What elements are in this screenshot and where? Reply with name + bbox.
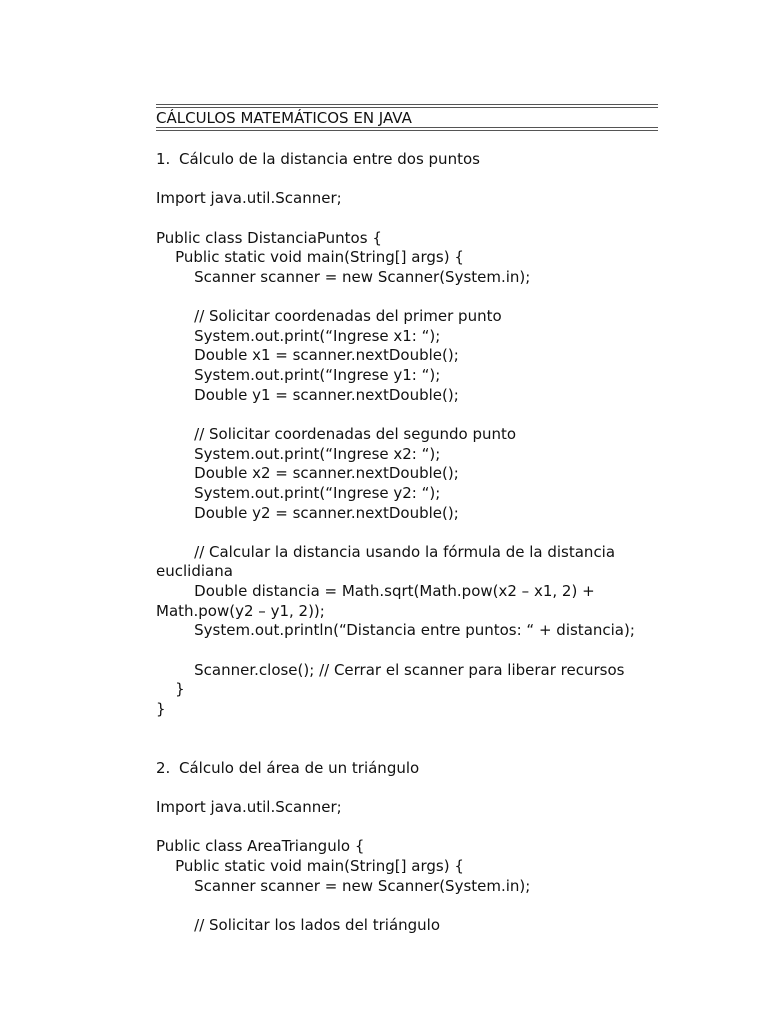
code-line [156, 818, 658, 838]
code-line: Math.pow(y2 – y1, 2)); [156, 601, 325, 620]
code-line: Import java.util.Scanner; [156, 798, 342, 817]
code-line: System.out.print(“Ingrese y2: “); [156, 483, 441, 502]
spacer [156, 779, 658, 799]
section-1-code-block [156, 189, 658, 719]
code-line: Double distancia = Math.sqrt(Math.pow(x2 – x1, 2) + [156, 582, 595, 601]
title-bottom-rule [156, 130, 658, 131]
title-bottom-rule-inner [156, 127, 658, 128]
code-line: Public static void main(String[] args) { [156, 248, 464, 267]
code-line: // Calcular la distancia usando la fórmula de la distancia [156, 542, 616, 561]
section-2-number: 2. [156, 758, 171, 777]
code-line: System.out.print(“Ingrese y1: “); [156, 366, 441, 385]
code-line: Public class AreaTriangulo { [156, 837, 365, 856]
code-line: Scanner scanner = new Scanner(System.in); [156, 876, 531, 895]
section-1-title: Cálculo de la distancia entre dos puntos [179, 150, 480, 168]
code-line: } [156, 699, 166, 718]
code-line: // Solicitar coordenadas del segundo punto [156, 424, 517, 443]
title-top-rule-inner [156, 107, 658, 108]
code-line [156, 641, 658, 661]
code-line: Double y2 = scanner.nextDouble(); [156, 503, 459, 522]
code-line [156, 209, 658, 229]
code-line: System.out.println(“Distancia entre puntos: “ + distancia); [156, 621, 635, 640]
code-line: // Solicitar coordenadas del primer punto [156, 307, 502, 326]
code-line: Public static void main(String[] args) { [156, 857, 464, 876]
title-top-rule [156, 104, 658, 105]
section-2-heading [156, 759, 658, 779]
section-2-title: Cálculo del área de un triángulo [179, 758, 420, 777]
code-line: Public class DistanciaPuntos { [156, 228, 382, 247]
code-line [156, 405, 658, 425]
section-2-code-block [156, 798, 658, 935]
code-line: System.out.print(“Ingrese x2: “); [156, 444, 441, 463]
code-line [156, 896, 658, 916]
section-1-number: 1. [156, 150, 171, 168]
section-1-heading [156, 150, 658, 170]
code-line: } [156, 680, 185, 699]
code-line: Scanner scanner = new Scanner(System.in); [156, 267, 531, 286]
code-line: // Solicitar los lados del triángulo [156, 915, 441, 934]
document-body [156, 150, 658, 936]
code-line: Double x1 = scanner.nextDouble(); [156, 346, 459, 365]
code-line: Double y1 = scanner.nextDouble(); [156, 385, 459, 404]
spacer [156, 170, 658, 190]
code-line [156, 523, 658, 543]
spacer [156, 720, 658, 740]
code-line [156, 287, 658, 307]
code-line: Import java.util.Scanner; [156, 189, 342, 208]
code-line: euclidiana [156, 562, 233, 581]
document-title: CÁLCULOS MATEMÁTICOS EN JAVA [156, 109, 412, 127]
code-line: System.out.print(“Ingrese x1: “); [156, 326, 441, 345]
code-line: Scanner.close(); // Cerrar el scanner para liberar recursos [156, 660, 625, 679]
title-block [156, 104, 658, 131]
spacer [156, 739, 658, 759]
code-line: Double x2 = scanner.nextDouble(); [156, 464, 459, 483]
